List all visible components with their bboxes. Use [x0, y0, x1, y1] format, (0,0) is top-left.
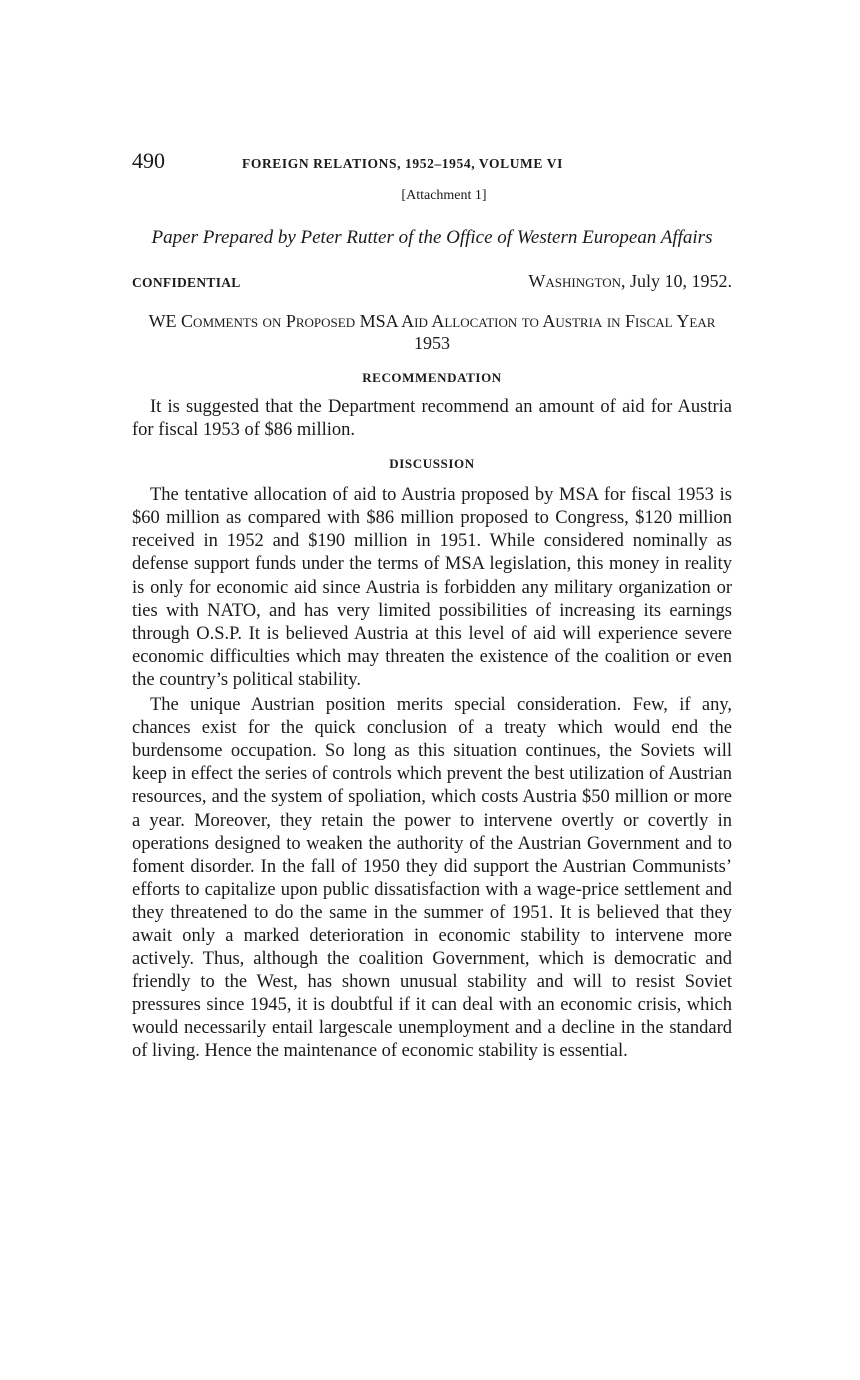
recommendation-heading: RECOMMENDATION — [362, 370, 502, 385]
dateline-place: Washington, — [528, 271, 626, 291]
recommendation-paragraph: It is suggested that the Department recommend an amount of aid for Austria for fiscal 1953 of $86 million. — [132, 397, 732, 441]
dateline-date: July 10, 1952. — [629, 271, 732, 291]
discussion-heading: DISCUSSION — [389, 456, 475, 472]
document-page — [132, 148, 732, 1064]
attachment-label: [Attachment 1] — [401, 188, 487, 203]
classification-label: CONFIDENTIAL — [132, 275, 241, 290]
classification-dateline — [132, 271, 732, 292]
document-title: Paper Prepared by Peter Rutter of the Office of Western European Affairs — [151, 227, 713, 248]
dateline — [528, 271, 732, 292]
subject-heading: WE Comments on Proposed MSA Aid Allocation to Austria in Fiscal Year 1953 — [148, 311, 716, 353]
page-number: 490 — [132, 148, 165, 173]
running-header — [132, 148, 732, 182]
running-title: FOREIGN RELATIONS, 1952–1954, VOLUME VI — [242, 156, 563, 171]
discussion-paragraph-1: The tentative allocation of aid to Austria proposed by MSA for fiscal 1953 is $60 million as compared with $86 million proposed to Congress, $120 million received in 1952 and $190 million in 1951. While considered nominally as defense support funds under the terms of MSA legislation, this money in reality is only for economic aid since Austria is forbidden any military organization or ties with NATO, and has very limited possibilities of increasing its earnings through O.S.P. It is believed Austria at this level of aid will experience severe economic difficulties which may threaten the existence of the coalition or even the country’s political stability. — [132, 485, 732, 690]
discussion-paragraph-2: The unique Austrian position merits special consideration. Few, if any, chances exist for the quick conclusion of a treaty which would end the burdensome occupation. So long as this situation continues, the Soviets will keep in effect the series of controls which prevent the best utilization of Austrian resources, and the system of spoliation, which costs Austria $50 million or more a year. Moreover, they retain the power to intervene overtly or covertly in operations designed to weaken the authority of the Austrian Government and to foment disorder. In the fall of 1950 they did support the Austrian Communists’ efforts to capitalize upon public dissatisfaction with a wage-price settlement and they threatened to do the same in the summer of 1951. It is believed that they await only a marked deterioration in economic stability to intervene more actively. Thus, although the coalition Government, which is democratic and friendly to the West, has shown unusual stability and will to resist Soviet pressures since 1945, it is doubtful if it can deal with an economic crisis, which would necessarily entail largescale unemployment and a decline in the standard of living. Hence the maintenance of economic stability is essential. — [132, 695, 732, 1062]
